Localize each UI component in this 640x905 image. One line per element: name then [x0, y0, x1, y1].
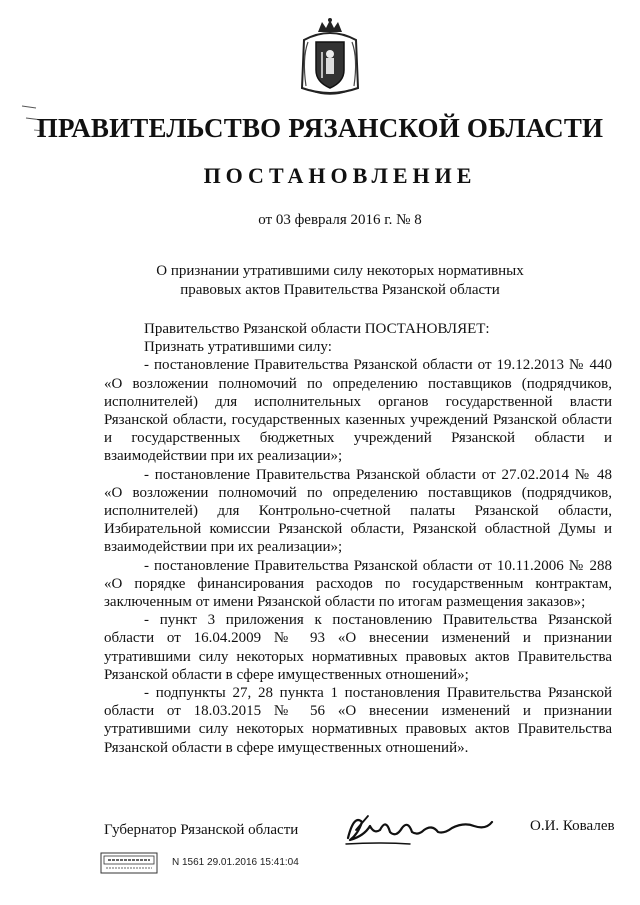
- paragraph: Правительство Рязанской области ПОСТАНОВЛЯЕТ:: [144, 321, 490, 337]
- handwritten-signature: [340, 808, 500, 852]
- paragraph: - подпункты 27, 28 пункта 1 постановления Правительства Рязанской области от 18.03.2015 № 56 «О внесении изменений и признании утратившими силу некоторых нормативных правовых актов Правительства Рязанской области в сфере имущественных отношений».: [104, 685, 612, 756]
- signature-block: [0, 808, 640, 848]
- subject-line: правовых актов Правительства Рязанской области: [180, 282, 500, 298]
- coat-of-arms-emblem: [294, 18, 366, 100]
- paragraph: - пункт 3 приложения к постановлению Правительства Рязанской области от 16.04.2009 № 93 «О внесении изменений и признании утратившими силу некоторых нормативных правовых актов Правительства Рязанской области в сфере имущественных отношений»;: [104, 612, 612, 683]
- registration-stamp-row: [100, 852, 360, 874]
- paragraph: - постановление Правительства Рязанской области от 19.12.2013 № 440 «О возложении полномочий по определению поставщиков (подрядчиков, исполнителей) для исполнительных органов государственной власти Рязанской области, государственных казенных учреждений Рязанской области и государственных бюджетных учреждений Рязанской области и взаимодействии при их реализации»;: [104, 357, 612, 465]
- organization-title: ПРАВИТЕЛЬСТВО РЯЗАНСКОЙ ОБЛАСТИ: [36, 113, 604, 143]
- document-date-number: от 03 февраля 2016 г. № 8: [258, 212, 422, 228]
- subject-line: О признании утратившими силу некоторых нормативных: [156, 263, 524, 279]
- signatory-title: Губернатор Рязанской области: [104, 822, 299, 838]
- registration-number: N 1561 29.01.2016 15:41:04: [172, 857, 299, 868]
- signatory-name: О.И. Ковалев: [530, 818, 615, 834]
- paragraph: Признать утратившими силу:: [144, 339, 332, 356]
- document-type: ПОСТАНОВЛЕНИЕ: [203, 163, 477, 188]
- document-body: [104, 320, 612, 757]
- registration-stamp-icon: [100, 852, 158, 874]
- paragraph: - постановление Правительства Рязанской области от 27.02.2014 № 48 «О возложении полномочий по определению поставщиков (подрядчиков, исполнителей) для Контрольно-счетной палаты Рязанской области, Избирательной комиссии Рязанской области, Рязанской областной Думы и взаимодействии при их реализации»;: [104, 466, 612, 556]
- document-subject: [80, 262, 600, 300]
- paragraph: - постановление Правительства Рязанской области от 10.11.2006 № 288 «О порядке финансирования расходов по государственным контрактам, заключенным от имени Рязанской области по итогам размещения заказов»;: [104, 557, 612, 611]
